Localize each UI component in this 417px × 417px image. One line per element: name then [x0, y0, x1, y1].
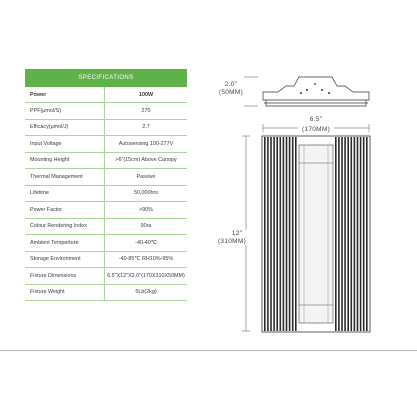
spec-label: Efficacy(μmol/J)	[25, 119, 105, 136]
spec-value: 6.5"X12"X2.0"(170X310X50MM)	[105, 268, 188, 285]
spec-label: Colour Rendering Index	[25, 218, 105, 235]
heat-sink-fin	[295, 137, 297, 331]
height-label-mm: (50MM)	[218, 89, 244, 96]
heat-sink-fin	[276, 137, 278, 331]
height-label-inches: 2.0"	[224, 81, 238, 88]
spec-label: Lifetime	[25, 185, 105, 202]
heat-sink-fin	[360, 137, 362, 331]
heat-sink-fin	[363, 137, 365, 331]
heat-sink-fin	[283, 137, 285, 331]
spec-value: -40-85℃ RH10%-95%	[105, 251, 188, 268]
side-view-holes	[300, 83, 330, 94]
spec-label: Fixture Dimensions	[25, 268, 105, 285]
width-label-inches: 6.5"	[309, 116, 323, 123]
heat-sink-fin	[286, 137, 288, 331]
heat-sink-fin	[354, 137, 356, 331]
spec-value: Autosensing 100-277V	[105, 136, 188, 153]
spec-value: 50,000hrs	[105, 185, 188, 202]
top-view-body	[262, 136, 370, 332]
width-label-mm: (170MM)	[298, 126, 334, 133]
spec-label: PPF(μmol/S)	[25, 103, 105, 120]
spec-label: Storage Environment	[25, 251, 105, 268]
heat-sink-fin	[280, 137, 282, 331]
height-dimension-line	[244, 77, 258, 106]
spec-label: Power	[25, 87, 105, 103]
spec-value: Passive	[105, 169, 188, 186]
heat-sink-fin	[335, 137, 337, 331]
heat-sink-fin	[273, 137, 275, 331]
spec-label: Thermal Management	[25, 169, 105, 186]
heat-sink-fin	[341, 137, 343, 331]
heat-sink-fin	[264, 137, 266, 331]
spec-label: Ambient Temperture	[25, 235, 105, 252]
heat-sink-fin	[338, 137, 340, 331]
heat-sink-fin	[289, 137, 291, 331]
heat-sink-fin	[292, 137, 294, 331]
spec-label: Power Factor	[25, 202, 105, 219]
heat-sink-fin	[351, 137, 353, 331]
length-label-mm: (310MM)	[217, 238, 247, 245]
heat-sink-fin	[347, 137, 349, 331]
spec-value: -40-40℃	[105, 235, 188, 252]
spec-label: Input Voltage	[25, 136, 105, 153]
footer-divider	[0, 350, 417, 351]
spec-label: Mounting Height	[25, 152, 105, 169]
spec-value: 100W	[105, 87, 188, 103]
heat-sink-fin	[267, 137, 269, 331]
spec-value: >90%	[105, 202, 188, 219]
spec-value: >6"(15cm) Above Canopy	[105, 152, 188, 169]
specifications-header: SPECIFICATIONS	[25, 69, 187, 87]
spec-value: 270	[105, 103, 188, 120]
heat-sink-fin	[270, 137, 272, 331]
spec-label: Fixture Weight	[25, 284, 105, 301]
heat-sink-fin	[344, 137, 346, 331]
spec-value: 2.7	[105, 119, 188, 136]
heat-sink-fin	[366, 137, 368, 331]
heat-sink-fin	[357, 137, 359, 331]
spec-value: 90ra	[105, 218, 188, 235]
side-view-profile	[263, 77, 369, 106]
length-label-inches: 12"	[227, 230, 247, 237]
spec-value: 5Lb(2kg)	[105, 284, 188, 301]
